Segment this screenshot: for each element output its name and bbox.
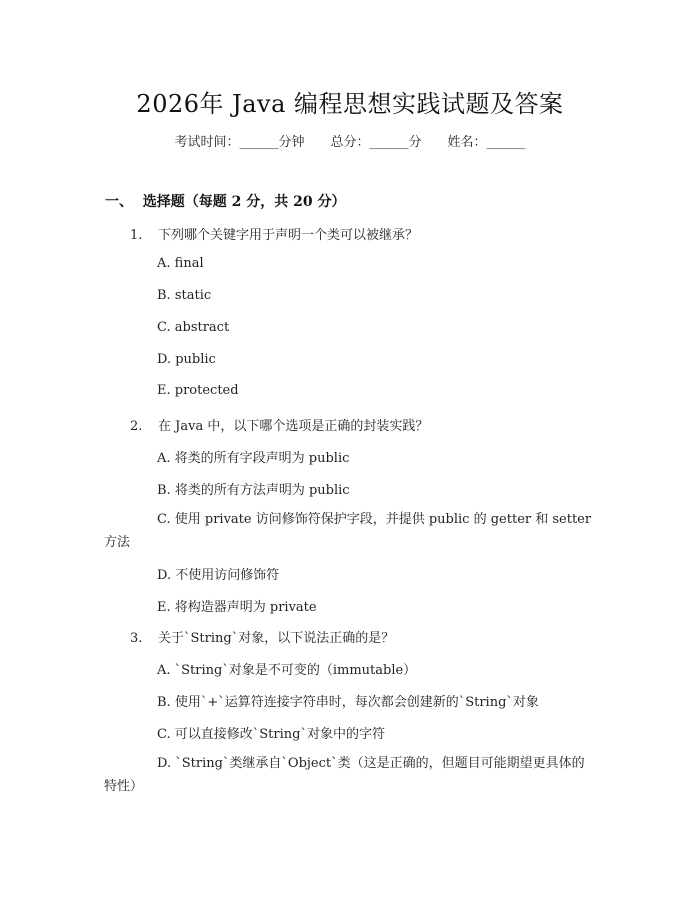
q2-option-e: E. 将构造器声明为 private — [157, 600, 317, 615]
question-3 — [130, 627, 394, 646]
q1-option-c: C. abstract — [157, 320, 230, 335]
question-text: 在 Java 中，以下哪个选项是正确的封装实践？ — [158, 419, 429, 434]
q2-option-c: C. 使用 private 访问修饰符保护字段，并提供 public 的 getter 和 setter 方法 — [104, 512, 592, 550]
question-number: 2. — [130, 419, 143, 434]
q1-option-e: E. protected — [157, 383, 239, 398]
q1-option-b: B. static — [157, 288, 212, 303]
q1-option-a: A. final — [157, 256, 204, 271]
question-2 — [130, 415, 428, 434]
question-text: 关于`String`对象，以下说法正确的是？ — [158, 631, 395, 646]
question-number: 3. — [130, 631, 143, 646]
q2-option-b: B. 将类的所有方法声明为 public — [157, 483, 350, 498]
q3-option-b: B. 使用`+`运算符连接字符串时，每次都会创建新的`String`对象 — [157, 695, 539, 710]
student-name-field: 姓名：______ — [447, 135, 526, 150]
q1-option-d: D. public — [157, 352, 216, 367]
question-text: 下列哪个关键字用于声明一个类可以被继承？ — [158, 228, 419, 243]
exam-info-line — [0, 131, 700, 150]
q3-option-c: C. 可以直接修改`String`对象中的字符 — [157, 727, 385, 742]
document-title: 2026年 Java 编程思想实践试题及答案 — [136, 90, 564, 118]
q3-option-d: D. `String`类继承自`Object`类（这是正确的，但题目可能期望更具体的特性） — [104, 756, 585, 794]
question-1 — [130, 224, 418, 243]
question-number: 1. — [130, 228, 143, 243]
q3-option-a: A. `String`对象是不可变的（immutable） — [157, 663, 417, 678]
exam-time-field: 考试时间：______分钟 — [174, 135, 305, 150]
q2-option-a: A. 将类的所有字段声明为 public — [157, 451, 350, 466]
total-score-field: 总分：______分 — [330, 135, 422, 150]
q2-option-d: D. 不使用访问修饰符 — [157, 568, 280, 583]
section-heading-choice: 一、 选择题（每题 2 分，共 20 分） — [105, 194, 346, 210]
